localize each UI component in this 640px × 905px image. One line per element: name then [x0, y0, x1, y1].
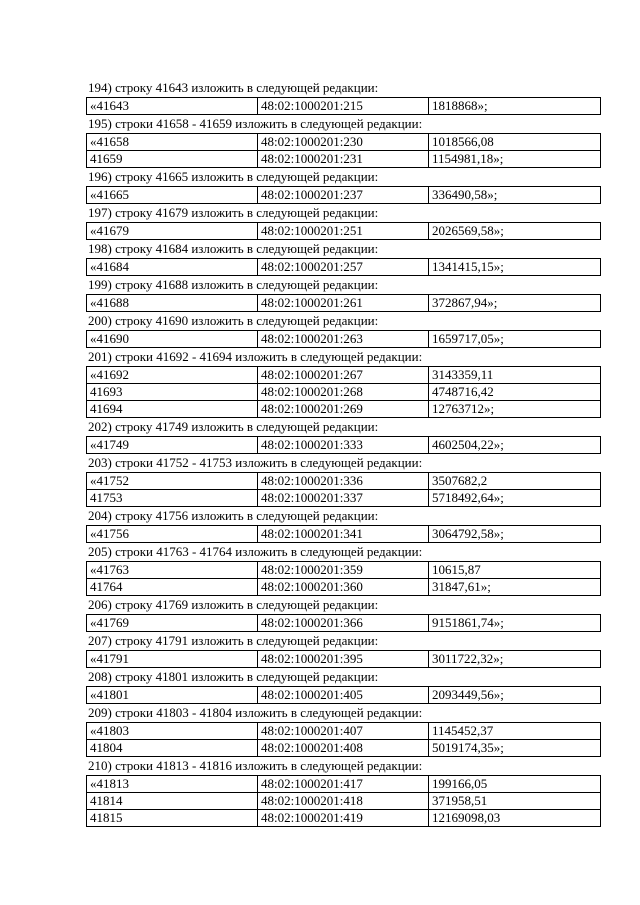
table-row — [87, 526, 601, 543]
row-number-cell: «41769 — [87, 615, 258, 632]
value-cell: 3011722,32»; — [429, 651, 601, 668]
row-number-cell: 41764 — [87, 579, 258, 596]
table-row — [87, 810, 601, 827]
value-cell: 1341415,15»; — [429, 259, 601, 276]
section-table — [86, 222, 601, 240]
cadastral-number-cell: 48:02:1000201:267 — [258, 367, 429, 384]
section-heading: 194) строку 41643 изложить в следующей редакции: — [88, 80, 379, 95]
section-heading: 200) строку 41690 изложить в следующей редакции: — [88, 313, 379, 328]
row-number-cell: «41749 — [87, 437, 258, 454]
cadastral-number-cell: 48:02:1000201:231 — [258, 151, 429, 168]
section-table — [86, 186, 601, 204]
value-cell: 2093449,56»; — [429, 687, 601, 704]
section-table — [86, 436, 601, 454]
cadastral-number-cell: 48:02:1000201:419 — [258, 810, 429, 827]
row-number-cell: «41803 — [87, 723, 258, 740]
cadastral-number-cell: 48:02:1000201:407 — [258, 723, 429, 740]
section-table — [86, 294, 601, 312]
section-heading: 199) строку 41688 изложить в следующей редакции: — [88, 277, 379, 292]
value-cell: 12763712»; — [429, 401, 601, 418]
section-heading: 195) строки 41658 - 41659 изложить в следующей редакции: — [88, 116, 423, 131]
section-table — [86, 133, 601, 168]
section-heading: 204) строку 41756 изложить в следующей редакции: — [88, 508, 379, 523]
value-cell: 5019174,35»; — [429, 740, 601, 757]
cadastral-number-cell: 48:02:1000201:263 — [258, 331, 429, 348]
section-table — [86, 258, 601, 276]
table-row — [87, 134, 601, 151]
section-heading: 210) строки 41813 - 41816 изложить в следующей редакции: — [88, 758, 423, 773]
row-number-cell: «41665 — [87, 187, 258, 204]
table-row — [87, 437, 601, 454]
section-table — [86, 650, 601, 668]
row-number-cell: «41643 — [87, 98, 258, 115]
value-cell: 1659717,05»; — [429, 331, 601, 348]
cadastral-number-cell: 48:02:1000201:333 — [258, 437, 429, 454]
section-table — [86, 366, 601, 418]
table-row — [87, 776, 601, 793]
table-row — [87, 401, 601, 418]
table-row — [87, 723, 601, 740]
table-row — [87, 473, 601, 490]
table-row — [87, 687, 601, 704]
table-row — [87, 223, 601, 240]
value-cell: 31847,61»; — [429, 579, 601, 596]
row-number-cell: 41659 — [87, 151, 258, 168]
table-row — [87, 98, 601, 115]
value-cell: 2026569,58»; — [429, 223, 601, 240]
cadastral-number-cell: 48:02:1000201:418 — [258, 793, 429, 810]
row-number-cell: «41756 — [87, 526, 258, 543]
value-cell: 9151861,74»; — [429, 615, 601, 632]
cadastral-number-cell: 48:02:1000201:269 — [258, 401, 429, 418]
cadastral-number-cell: 48:02:1000201:395 — [258, 651, 429, 668]
row-number-cell: «41763 — [87, 562, 258, 579]
table-row — [87, 793, 601, 810]
table-row — [87, 579, 601, 596]
document-body — [86, 79, 600, 827]
row-number-cell: 41815 — [87, 810, 258, 827]
cadastral-number-cell: 48:02:1000201:341 — [258, 526, 429, 543]
row-number-cell: 41753 — [87, 490, 258, 507]
row-number-cell: «41692 — [87, 367, 258, 384]
table-row — [87, 562, 601, 579]
value-cell: 3064792,58»; — [429, 526, 601, 543]
row-number-cell: 41814 — [87, 793, 258, 810]
section-table — [86, 775, 601, 827]
section-heading: 208) строку 41801 изложить в следующей редакции: — [88, 669, 379, 684]
row-number-cell: 41693 — [87, 384, 258, 401]
row-number-cell: «41690 — [87, 331, 258, 348]
table-row — [87, 651, 601, 668]
row-number-cell: 41804 — [87, 740, 258, 757]
value-cell: 1818868»; — [429, 98, 601, 115]
section-table — [86, 525, 601, 543]
value-cell: 372867,94»; — [429, 295, 601, 312]
value-cell: 3507682,2 — [429, 473, 601, 490]
table-row — [87, 490, 601, 507]
row-number-cell: «41658 — [87, 134, 258, 151]
section-heading: 198) строку 41684 изложить в следующей редакции: — [88, 241, 379, 256]
section-table — [86, 614, 601, 632]
value-cell: 4602504,22»; — [429, 437, 601, 454]
cadastral-number-cell: 48:02:1000201:359 — [258, 562, 429, 579]
table-row — [87, 331, 601, 348]
value-cell: 3143359,11 — [429, 367, 601, 384]
cadastral-number-cell: 48:02:1000201:230 — [258, 134, 429, 151]
value-cell: 199166,05 — [429, 776, 601, 793]
cadastral-number-cell: 48:02:1000201:405 — [258, 687, 429, 704]
value-cell: 10615,87 — [429, 562, 601, 579]
section-table — [86, 561, 601, 596]
section-heading: 196) строку 41665 изложить в следующей редакции: — [88, 169, 379, 184]
section-table — [86, 722, 601, 757]
row-number-cell: «41813 — [87, 776, 258, 793]
value-cell: 12169098,03 — [429, 810, 601, 827]
row-number-cell: 41694 — [87, 401, 258, 418]
cadastral-number-cell: 48:02:1000201:268 — [258, 384, 429, 401]
row-number-cell: «41752 — [87, 473, 258, 490]
cadastral-number-cell: 48:02:1000201:237 — [258, 187, 429, 204]
section-heading: 209) строки 41803 - 41804 изложить в следующей редакции: — [88, 705, 423, 720]
table-row — [87, 384, 601, 401]
table-row — [87, 615, 601, 632]
cadastral-number-cell: 48:02:1000201:261 — [258, 295, 429, 312]
cadastral-number-cell: 48:02:1000201:360 — [258, 579, 429, 596]
table-row — [87, 187, 601, 204]
value-cell: 5718492,64»; — [429, 490, 601, 507]
table-row — [87, 295, 601, 312]
value-cell: 371958,51 — [429, 793, 601, 810]
cadastral-number-cell: 48:02:1000201:337 — [258, 490, 429, 507]
row-number-cell: «41679 — [87, 223, 258, 240]
cadastral-number-cell: 48:02:1000201:408 — [258, 740, 429, 757]
row-number-cell: «41688 — [87, 295, 258, 312]
cadastral-number-cell: 48:02:1000201:336 — [258, 473, 429, 490]
value-cell: 336490,58»; — [429, 187, 601, 204]
section-table — [86, 686, 601, 704]
value-cell: 1018566,08 — [429, 134, 601, 151]
cadastral-number-cell: 48:02:1000201:257 — [258, 259, 429, 276]
row-number-cell: «41684 — [87, 259, 258, 276]
section-heading: 203) строки 41752 - 41753 изложить в следующей редакции: — [88, 455, 423, 470]
value-cell: 1145452,37 — [429, 723, 601, 740]
cadastral-number-cell: 48:02:1000201:215 — [258, 98, 429, 115]
section-heading: 202) строку 41749 изложить в следующей редакции: — [88, 419, 379, 434]
table-row — [87, 259, 601, 276]
section-table — [86, 472, 601, 507]
row-number-cell: «41791 — [87, 651, 258, 668]
table-row — [87, 740, 601, 757]
section-heading: 205) строки 41763 - 41764 изложить в следующей редакции: — [88, 544, 423, 559]
section-table — [86, 330, 601, 348]
section-heading: 197) строку 41679 изложить в следующей редакции: — [88, 205, 379, 220]
cadastral-number-cell: 48:02:1000201:251 — [258, 223, 429, 240]
section-heading: 206) строку 41769 изложить в следующей редакции: — [88, 597, 379, 612]
value-cell: 1154981,18»; — [429, 151, 601, 168]
section-heading: 201) строки 41692 - 41694 изложить в следующей редакции: — [88, 349, 423, 364]
table-row — [87, 367, 601, 384]
cadastral-number-cell: 48:02:1000201:366 — [258, 615, 429, 632]
section-table — [86, 97, 601, 115]
cadastral-number-cell: 48:02:1000201:417 — [258, 776, 429, 793]
row-number-cell: «41801 — [87, 687, 258, 704]
section-heading: 207) строку 41791 изложить в следующей редакции: — [88, 633, 379, 648]
table-row — [87, 151, 601, 168]
value-cell: 4748716,42 — [429, 384, 601, 401]
